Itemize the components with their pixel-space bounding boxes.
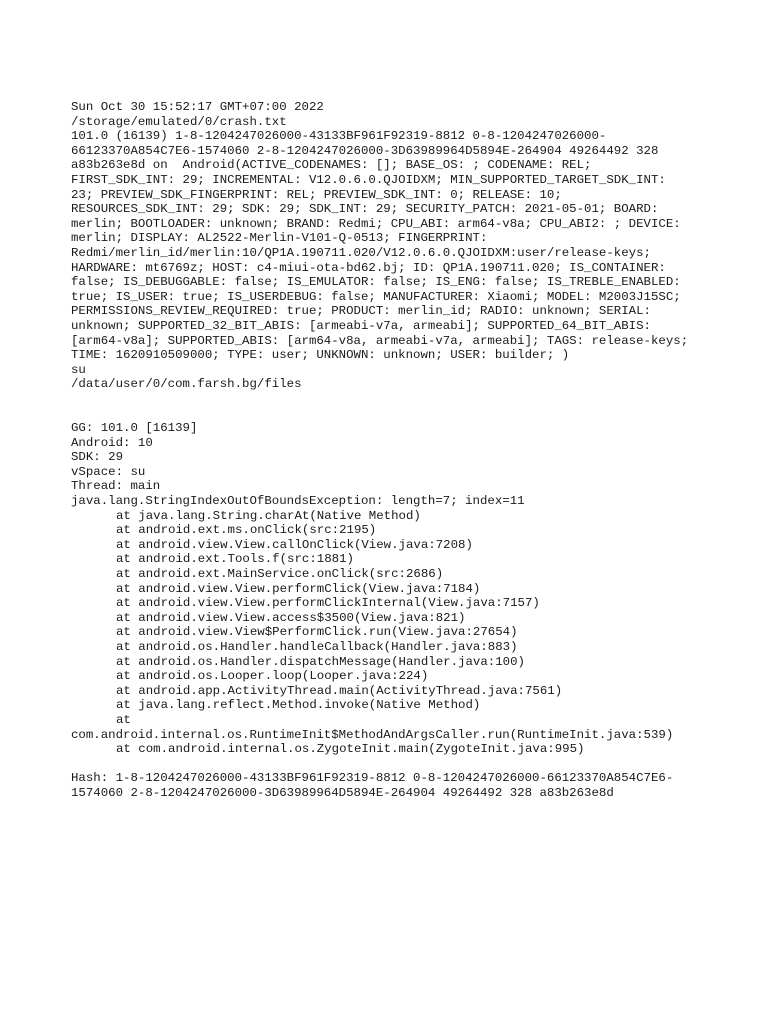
hash-line: Hash: 1-8-1204247026000-43133BF961F92319-8812 0-8-1204247026000-66123370A854C7E6- <box>71 771 674 786</box>
hash-line: 1574060 2-8-1204247026000-3D63989964D5894E-264904 49264492 328 a83b263e8d <box>71 785 614 800</box>
build-info-line: false; IS_DEBUGGABLE: false; IS_EMULATOR: false; IS_ENG: false; IS_TREBLE_ENABLED: <box>71 275 681 290</box>
sdk-version: SDK: 29 <box>71 450 124 465</box>
crash-file-path: /storage/emulated/0/crash.txt <box>71 114 287 129</box>
vspace-value: vSpace: su <box>71 464 146 479</box>
spacer <box>71 757 761 772</box>
stack-frame: at android.view.View$PerformClick.run(View.java:27654) <box>116 625 518 640</box>
stack-frame: at android.os.Looper.loop(Looper.java:224) <box>116 669 429 684</box>
build-info-line: true; IS_USER: true; IS_USERDEBUG: false; MANUFACTURER: Xiaomi; MODEL: M2003J15SC; <box>71 289 681 304</box>
shell-mode: su <box>71 362 86 377</box>
stack-frame: at android.view.View.performClickInternal(View.java:7157) <box>116 596 540 611</box>
stack-frame: at android.os.Handler.handleCallback(Handler.java:883) <box>116 639 518 654</box>
stack-frame: at android.view.View.performClick(View.java:7184) <box>116 581 481 596</box>
stack-frame: at android.view.View.callOnClick(View.java:7208) <box>116 537 473 552</box>
stack-frame: at java.lang.reflect.Method.invoke(Native Method) <box>116 698 481 713</box>
build-info-line: TIME: 1620910509000; TYPE: user; UNKNOWN: unknown; USER: builder; ) <box>71 348 570 363</box>
gg-version: GG: 101.0 [16139] <box>71 421 198 436</box>
build-info-line: 66123370A854C7E6-1574060 2-8-1204247026000-3D63989964D5894E-264904 49264492 328 <box>71 143 659 158</box>
build-info-line: PERMISSIONS_REVIEW_REQUIRED: true; PRODUCT: merlin_id; RADIO: unknown; SERIAL: <box>71 304 651 319</box>
build-info-line: HARDWARE: mt6769z; HOST: c4-miui-ota-bd62.bj; ID: QP1A.190711.020; IS_CONTAINER: <box>71 260 666 275</box>
stack-frame: at android.app.ActivityThread.main(ActivityThread.java:7561) <box>116 683 563 698</box>
stack-frame: at android.ext.Tools.f(src:1881) <box>116 552 354 567</box>
exception-message: java.lang.StringIndexOutOfBoundsException: length=7; index=11 <box>71 494 525 509</box>
stack-frame: at android.ext.ms.onClick(src:2195) <box>116 523 377 538</box>
build-info-line: merlin; BOOTLOADER: unknown; BRAND: Redmi; CPU_ABI: arm64-v8a; CPU_ABI2: ; DEVICE: <box>71 216 681 231</box>
build-info-line: FIRST_SDK_INT: 29; INCREMENTAL: V12.0.6.0.QJOIDXM; MIN_SUPPORTED_TARGET_SDK_INT: <box>71 172 666 187</box>
spacer <box>71 392 761 421</box>
build-info-line: Redmi/merlin_id/merlin:10/QP1A.190711.020/V12.0.6.0.QJOIDXM:user/release-keys; <box>71 245 651 260</box>
build-info-line: [arm64-v8a]; SUPPORTED_ABIS: [arm64-v8a, armeabi-v7a, armeabi]; TAGS: release-keys; <box>71 333 689 348</box>
stack-frame: at com.android.internal.os.ZygoteInit.main(ZygoteInit.java:995) <box>116 742 585 757</box>
build-info-line: 101.0 (16139) 1-8-1204247026000-43133BF961F92319-8812 0-8-1204247026000- <box>71 129 607 144</box>
stack-frame: at <box>116 712 131 727</box>
crash-timestamp: Sun Oct 30 15:52:17 GMT+07:00 2022 <box>71 100 324 114</box>
build-info-line: unknown; SUPPORTED_32_BIT_ABIS: [armeabi-v7a, armeabi]; SUPPORTED_64_BIT_ABIS: <box>71 318 651 333</box>
stack-frame: at android.ext.MainService.onClick(src:2686) <box>116 567 444 581</box>
stack-frame: at android.view.View.access$3500(View.java:821) <box>116 610 466 625</box>
files-dir: /data/user/0/com.farsh.bg/files <box>71 377 302 392</box>
stack-frame-wrapped: com.android.internal.os.RuntimeInit$MethodAndArgsCaller.run(RuntimeInit.java:539) <box>71 727 674 742</box>
build-info-line: a83b263e8d on Android(ACTIVE_CODENAMES: []; BASE_OS: ; CODENAME: REL; <box>71 158 592 173</box>
build-info-line: 23; PREVIEW_SDK_FINGERPRINT: REL; PREVIEW_SDK_INT: 0; RELEASE: 10; <box>71 187 562 202</box>
stack-frame: at java.lang.String.charAt(Native Method) <box>116 508 421 523</box>
thread-name: Thread: main <box>71 479 161 494</box>
build-info-line: merlin; DISPLAY: AL2522-Merlin-V101-Q-0513; FINGERPRINT: <box>71 231 488 246</box>
stack-frame: at android.os.Handler.dispatchMessage(Handler.java:100) <box>116 654 525 669</box>
android-version: Android: 10 <box>71 435 153 450</box>
crash-log <box>71 100 761 801</box>
build-info-line: RESOURCES_SDK_INT: 29; SDK: 29; SDK_INT: 29; SECURITY_PATCH: 2021-05-01; BOARD: <box>71 202 659 217</box>
